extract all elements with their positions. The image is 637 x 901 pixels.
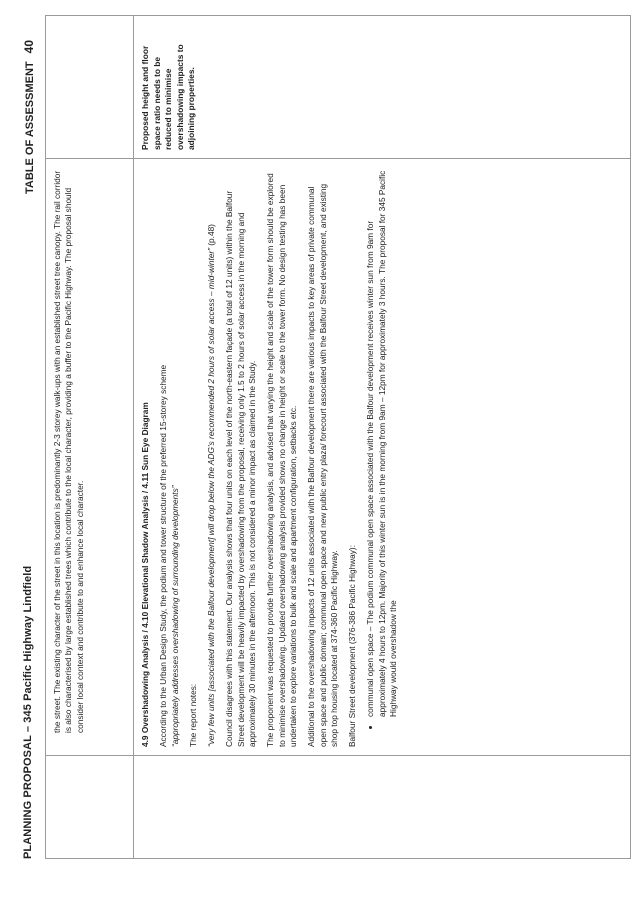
table-row xyxy=(134,16,631,859)
section-heading: 4.9 Overshadowing Analysis / 4.10 Elevational Shadow Analysis / 4.11 Sun Eye Diagram xyxy=(140,402,150,747)
table-cell-recommendation xyxy=(134,16,631,159)
continued-paragraph: the street. The existing character of the street in this location is predominantly 2-3 storey walk-ups with an established street tree canopy. The rail corridor is also characterised by large established trees which contribute to the local character, providing a buffer to the Pacific Highway. The proposal should consider local context and contribute to and enhance local character. xyxy=(52,170,85,733)
quote-reference: (p.48) xyxy=(206,224,217,249)
table-row xyxy=(46,16,134,859)
page-number: 40 xyxy=(22,40,36,54)
list-item: • communal open space – The podium communal open space associated with the Balfour development receives winter sun from 9am for approximately 4 hours to 12pm. Majority of this winter sun is in the morning from 9am – 12pm for approximately 3 hours. The proposal for 345 Pacific Highway would overshadow the xyxy=(365,167,399,717)
paragraph-quote xyxy=(206,167,217,747)
paragraph-urban-design xyxy=(158,167,181,747)
bullet-list xyxy=(365,167,399,747)
paragraph-text: According to the Urban Design Study, the podium and tower structure of the preferred 15-storey scheme xyxy=(158,364,169,747)
quote-text: “very few units [associated with the Balfour development] will drop below the ADG’s recommended 2 hours of solar access – mid-winter” xyxy=(206,248,217,747)
paragraph-proponent: The proponent was requested to provide further overshadowing analysis, and advised that varying the height and scale of the tower form should be explored to minimise overshadowing. Updated overshadowing analysis provided shows no change in height or scale to the tower form. No design testing has been undertaken to explore variations to bulk and scale and apartment configuration, setbacks etc. xyxy=(265,173,298,747)
recommendation-text: Proposed height and floor space ratio needs to be reduced to minimise overshadowing impacts to adjoining properties. xyxy=(140,44,196,150)
quote-text: “appropriately addresses overshadowing of surrounding developments” xyxy=(169,485,180,747)
table-cell-empty xyxy=(46,756,134,859)
section-title: TABLE OF ASSESSMENT xyxy=(24,61,36,194)
paragraph-additional: Additional to the overshadowing impacts of 12 units associated with the Balfour development there are various impacts to key areas of private communal open space and public domain; communal open space and new public entry plaza/ forecourt associated with the Balfour Street development, and existing shop top housing located at 374-360 Pacific Highway. xyxy=(306,183,339,747)
assessment-text xyxy=(140,167,399,747)
table-cell-assessment xyxy=(134,159,631,756)
table-cell-assessment xyxy=(46,159,134,756)
table-cell-empty xyxy=(46,16,134,159)
paragraph-balfour: Balfour Street development (376-386 Pacific Highway): xyxy=(347,545,358,747)
report-notes-label: The report notes: xyxy=(187,683,198,747)
assessment-table xyxy=(45,15,631,859)
paragraph-council: Council disagrees with this statement. Our analysis shows that four units on each level of the north-eastern façade (a total of 12 units) within the Balfour Street development will be heavily impacted by overshadowing from the proposal, receiving only 1.5 to 2 hours of solar access in the morning and approximately 30 minutes in the afternoon. This is not considered a minor impact as claimed in the Study. xyxy=(224,190,258,747)
table-cell-empty xyxy=(134,756,631,859)
header-right xyxy=(22,40,36,194)
document-title: PLANNING PROPOSAL – 345 Pacific Highway Lindfield xyxy=(22,565,34,859)
